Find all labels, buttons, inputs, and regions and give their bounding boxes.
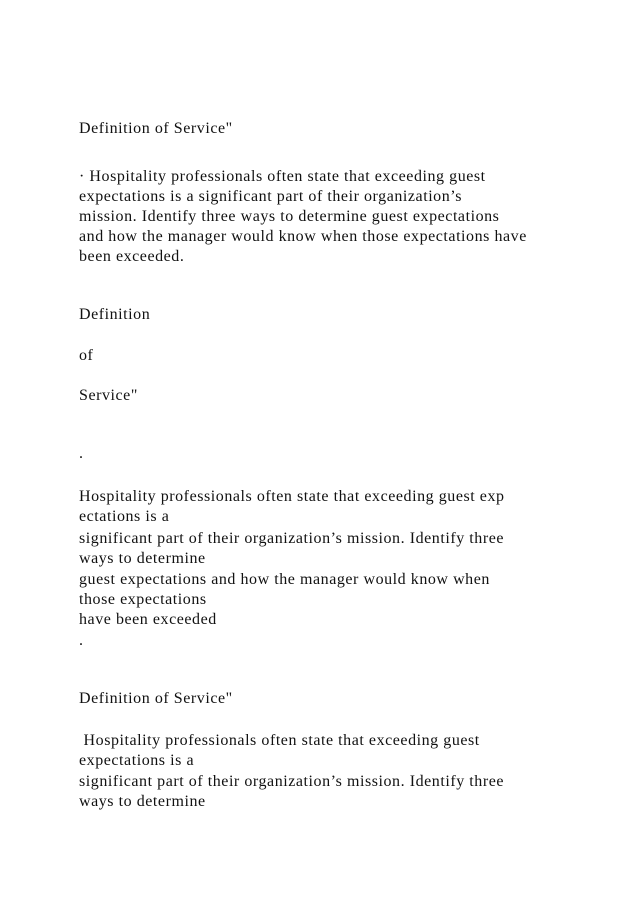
section-2-text-line: guest expectations and how the manager would know when	[79, 571, 490, 588]
section-2-text-line: those expectations	[79, 591, 207, 608]
section-2-heading-line: Service"	[79, 387, 138, 404]
section-2-heading-line: Definition	[79, 306, 151, 323]
section-1-text-line: been exceeded.	[79, 248, 185, 265]
section-2-text-line: ways to determine	[79, 550, 206, 567]
section-3-heading: Definition of Service"	[79, 690, 233, 707]
section-2-text-line: have been exceeded	[79, 611, 217, 628]
section-1-text-line: · Hospitality professionals often state that exceeding guest	[79, 168, 486, 185]
bullet-marker: .	[79, 632, 84, 649]
section-1-heading: Definition of Service"	[79, 120, 233, 137]
section-2-text-line: Hospitality professionals often state that exceeding guest exp	[79, 488, 505, 505]
section-3-text-line: expectations is a	[79, 752, 195, 769]
section-1-text-line: mission. Identify three ways to determine guest expectations	[79, 208, 500, 225]
section-3-text-line: significant part of their organization’s mission. Identify three	[79, 773, 505, 790]
section-2-text-line: significant part of their organization’s mission. Identify three	[79, 530, 505, 547]
section-2-text-line: ectations is a	[79, 508, 170, 525]
bullet-marker: .	[79, 445, 84, 462]
section-2-heading-line: of	[79, 347, 94, 364]
section-1-text-line: expectations is a significant part of their organization’s	[79, 188, 463, 205]
section-1-text-line: and how the manager would know when those expectations have	[79, 228, 527, 245]
section-3-text-line: ways to determine	[79, 793, 206, 810]
section-3-text-line: Hospitality professionals often state that exceeding guest	[79, 732, 480, 749]
